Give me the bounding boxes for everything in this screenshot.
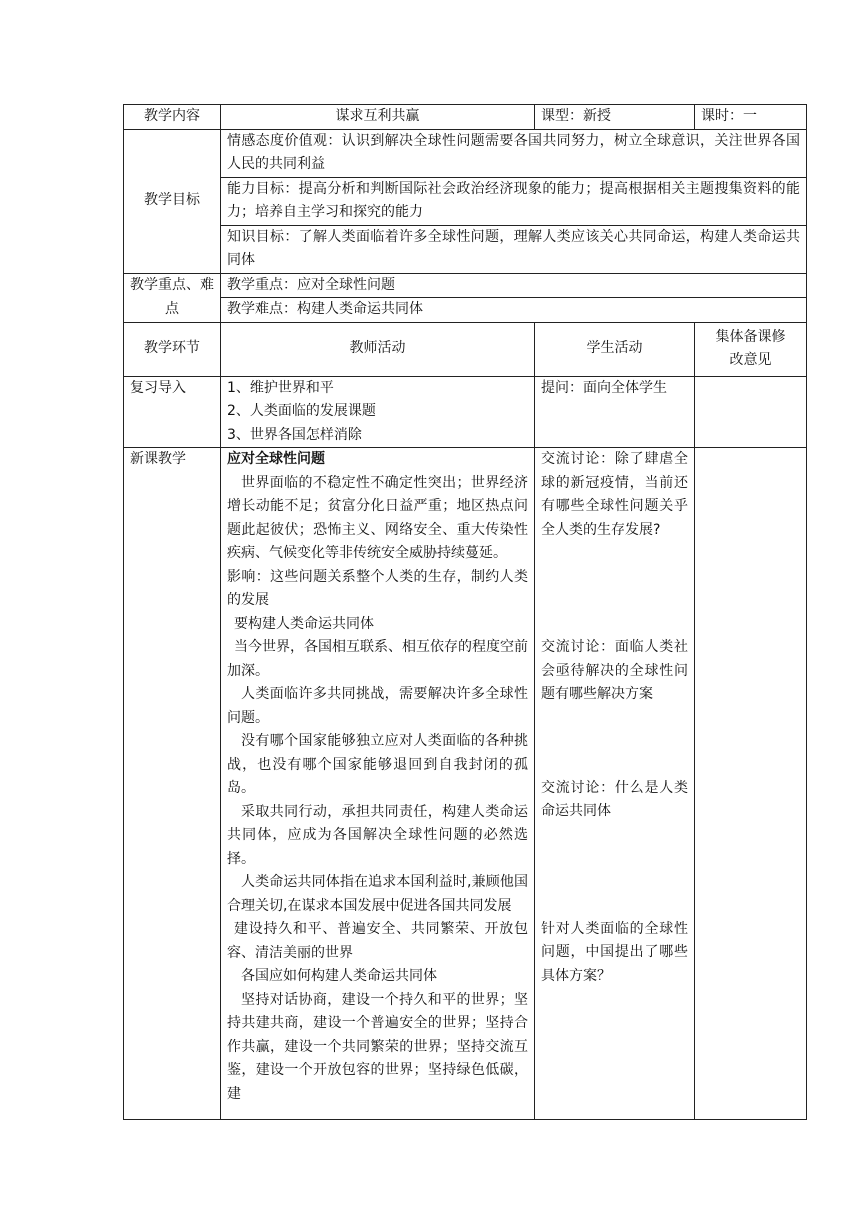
paragraph: 要构建人类命运共同体 [234,615,374,632]
discussion: 针对人类面临的全球性问题，中国提出了哪些具体方案？ [541,920,688,984]
section-heading: 应对全球性问题 [227,451,325,467]
review-notes [695,376,807,448]
lesson-plan [123,104,806,1120]
goal-row [124,129,807,177]
paragraph: 没有哪个国家能够独立应对人类面临的各种挑战，也没有哪个国家能够退回到自我封闭的孤岛。 [227,733,528,796]
goals-label: 教学目标 [124,129,221,273]
col-notes: 集体备课修改意见 [695,322,807,376]
paragraph: 坚持对话协商，建设一个持久和平的世界；坚持共建共商，建设一个普遍安全的世界；坚持合作共赢，建设一个共同繁荣的世界；坚持交流互鉴，建设一个开放包容的世界；坚持绿色低碳，建 [227,991,528,1102]
paragraph: 建设持久和平、普遍安全、共同繁荣、开放包容、清洁美丽的世界 [227,921,528,961]
key-point: 教学重点：应对全球性问题 [221,273,807,298]
new-lesson-row [124,448,807,1120]
discussion: 交流讨论：什么是人类命运共同体 [541,779,688,819]
content-value: 谋求互利共赢 [221,105,535,130]
review-stage: 复习导入 [124,376,221,448]
goal-emotion: 情感态度价值观：认识到解决全球性问题需要各国共同努力，树立全球意识，关注世界各国人民的共同利益 [221,129,807,177]
paragraph: 当今世界，各国相互联系、相互依存的程度空前加深。 [227,639,528,679]
paragraph: 采取共同行动，承担共同责任，构建人类命运共同体，应成为各国解决全球性问题的必然选择。 [227,803,528,867]
new-lesson-teacher [221,448,535,1120]
column-header-row [124,322,807,376]
discussion: 交流讨论：除了肆虐全球的新冠疫情，当前还有哪些全球性问题关乎全人类的生存发展? [541,451,688,538]
review-teacher [221,376,535,448]
goal-row [124,177,807,225]
review-line: 1、维护世界和平 [227,379,334,396]
lesson-hours: 课时：一 [695,105,807,130]
new-lesson-student [535,448,695,1120]
paragraph: 各国应如何构建人类命运共同体 [241,968,437,984]
goal-row [124,225,807,273]
paragraph: 人类面临许多共同挑战，需要解决许多全球性问题。 [227,686,528,726]
col-teacher: 教师活动 [221,322,535,376]
paragraph: 影响：这些问题关系整个人类的生存，制约人类的发展 [227,568,528,608]
discussion: 交流讨论：面临人类社会亟待解决的全球性问题有哪些解决方案 [541,639,688,702]
keypoints-label: 教学重点、难点 [124,273,221,322]
paragraph: 人类命运共同体指在追求本国利益时,兼顾他国合理关切,在谋求本国发展中促进各国共同发展 [227,874,528,914]
paragraph: 世界面临的不稳定性不确定性突出；世界经济增长动能不足；贫富分化日益严重；地区热点问题此起彼伏；恐怖主义、网络安全、重大传染性疾病、气候变化等非传统安全威胁持续蔓延。 [227,474,528,561]
review-line: 2、人类面临的发展课题 [227,403,376,419]
goal-knowledge: 知识目标：了解人类面临着许多全球性问题，理解人类应该关心共同命运，构建人类命运共同体 [221,225,807,273]
lesson-type: 课型：新授 [535,105,695,130]
keypoint-row [124,273,807,298]
header-row [124,105,807,130]
col-student: 学生活动 [535,322,695,376]
review-student: 提问：面向全体学生 [535,376,695,448]
keypoint-row [124,298,807,323]
difficult-point: 教学难点：构建人类命运共同体 [221,298,807,323]
col-stage: 教学环节 [124,322,221,376]
review-row [124,376,807,448]
new-lesson-notes [695,448,807,1120]
lesson-plan-table [123,104,807,1120]
review-line: 3、世界各国怎样消除 [227,426,362,443]
goal-ability: 能力目标：提高分析和判断国际社会政治经济现象的能力；提高根据相关主题搜集资料的能力；培养自主学习和探究的能力 [221,177,807,225]
content-label: 教学内容 [124,105,221,130]
new-lesson-stage: 新课教学 [124,448,221,1120]
